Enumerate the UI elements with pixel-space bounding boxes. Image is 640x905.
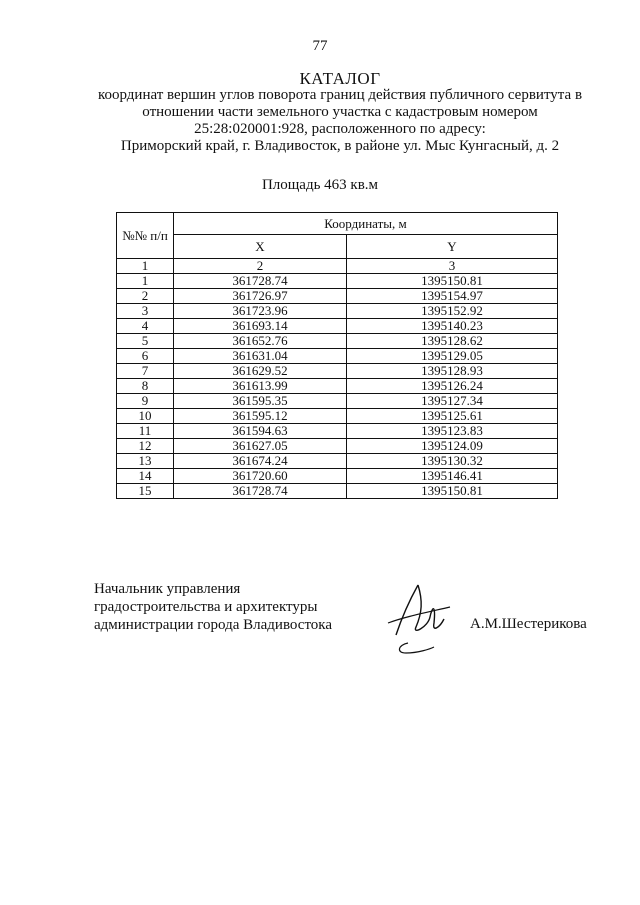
table-row [117,289,558,304]
table-cell: 361627.05 [174,439,347,454]
table-row [117,394,558,409]
table-cell: 1395150.81 [347,484,558,499]
table-cell: 361674.24 [174,454,347,469]
table-cell: 1395126.24 [347,379,558,394]
table-cell: 1395130.32 [347,454,558,469]
table-row [117,424,558,439]
table-cell: 1395125.61 [347,409,558,424]
subtitle-line: координат вершин углов поворота границ действия публичного сервитута в [97,87,583,103]
table-row [117,274,558,289]
table-body [117,259,558,499]
table-row [117,484,558,499]
header-coordinates: Координаты, м [174,213,558,235]
header-num: №№ п/п [117,213,174,259]
table-row [117,364,558,379]
position-line: градостроительства и архитектуры [94,599,318,615]
table-cell: 7 [117,364,174,379]
position-line: Начальник управления [94,581,241,597]
table-cell: 1395152.92 [347,304,558,319]
table-cell: 15 [117,484,174,499]
table-cell: 2 [174,259,347,274]
subtitle-line: 25:28:020001:928, расположенного по адресу: [194,121,486,137]
table-cell: 1395127.34 [347,394,558,409]
table-cell: 3 [347,259,558,274]
table-cell: 9 [117,394,174,409]
table-cell: 361652.76 [174,334,347,349]
table-cell: 1395150.81 [347,274,558,289]
table-cell: 361723.96 [174,304,347,319]
table-cell: 1395124.09 [347,439,558,454]
table-row [117,319,558,334]
header-y: Y [347,235,558,259]
table-cell: 1395146.41 [347,469,558,484]
table-cell: 1395128.62 [347,334,558,349]
table-cell: 361728.74 [174,274,347,289]
position-line: администрации города Владивостока [94,617,333,633]
page-number: 77 [312,38,328,54]
header-x: X [174,235,347,259]
table-row [117,469,558,484]
table-cell: 361693.14 [174,319,347,334]
table-cell: 11 [117,424,174,439]
table-cell: 1395154.97 [347,289,558,304]
table-cell: 361613.99 [174,379,347,394]
table-cell: 361726.97 [174,289,347,304]
table-row [117,454,558,469]
table-cell: 10 [117,409,174,424]
table-cell: 4 [117,319,174,334]
table-cell: 1395129.05 [347,349,558,364]
signer-name: А.М.Шестерикова [470,616,587,632]
document-title: КАТАЛОГ [299,69,381,88]
subtitle-line: отношении части земельного участка с кадастровым номером [142,104,538,120]
table-cell: 3 [117,304,174,319]
table-cell: 361629.52 [174,364,347,379]
table-cell: 361631.04 [174,349,347,364]
table-cell: 361595.12 [174,409,347,424]
table-cell: 361594.63 [174,424,347,439]
table-cell: 8 [117,379,174,394]
table-cell: 2 [117,289,174,304]
area-label: Площадь 463 кв.м [261,177,379,193]
table-cell: 1395140.23 [347,319,558,334]
table-row [117,379,558,394]
table-cell: 6 [117,349,174,364]
table-row [117,439,558,454]
document-header [60,70,620,155]
handwritten-signature [378,583,458,658]
table-cell: 5 [117,334,174,349]
table-row [117,304,558,319]
table-row [117,334,558,349]
table-cell: 361728.74 [174,484,347,499]
table-cell: 1 [117,259,174,274]
table-cell: 1 [117,274,174,289]
coordinates-table [116,212,558,499]
table-row [117,349,558,364]
table-cell: 361595.35 [174,394,347,409]
subtitle-line: Приморский край, г. Владивосток, в районе ул. Мыс Кунгасный, д. 2 [120,138,560,154]
table-cell: 13 [117,454,174,469]
table-cell: 361720.60 [174,469,347,484]
table-cell: 1395128.93 [347,364,558,379]
table-index-row [117,259,558,274]
table-cell: 12 [117,439,174,454]
signature-block [94,580,332,634]
table-cell: 14 [117,469,174,484]
table-cell: 1395123.83 [347,424,558,439]
table-row [117,409,558,424]
